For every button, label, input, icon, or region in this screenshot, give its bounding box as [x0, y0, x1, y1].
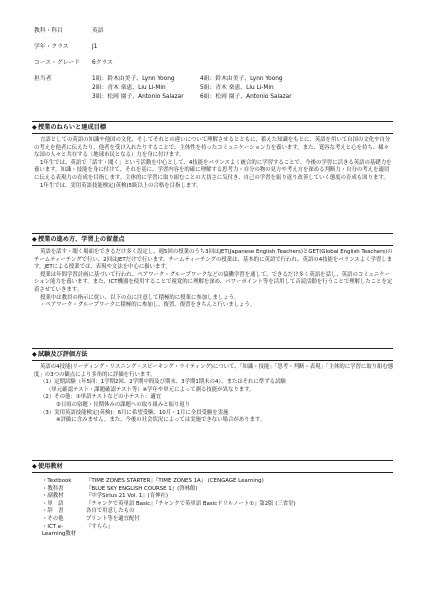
diamond-bullet-icon: ◆ [32, 236, 37, 243]
goals-paragraph: 1年生では、実用英語技能検定(英検)5級以上の合格を目指します。 [40, 182, 202, 189]
material-row [34, 493, 394, 501]
evaluation-heading [32, 348, 393, 361]
method-heading [32, 233, 393, 246]
teacher-row [34, 75, 404, 101]
material-key: ・辞 書 [42, 508, 64, 515]
material-key: ・単 語 [42, 500, 64, 507]
materials-heading-text: 使用教材 [38, 463, 63, 470]
method-heading-text: 授業の進め方、学習上の留意点 [38, 236, 125, 243]
teacher-entry: 6組：松岡 園子、Antonio Salazar [200, 94, 292, 100]
course-value: 6クラス [92, 60, 113, 66]
evaluation-item: （3）実用英語技能検定(英検)：6月に希望受験、10月・1月に全員受験を実施 [40, 409, 229, 416]
material-value: 各自で用意したもの [86, 508, 135, 515]
diamond-bullet-icon: ◆ [32, 463, 37, 470]
evaluation-item: （単元確認テスト・課題確認テスト等）※学年や単元によって測る技能が異なります。 [46, 386, 255, 393]
method-body [34, 249, 394, 310]
material-value: 『中学Sirius 21 Vol. 1』(育伸社) [86, 493, 169, 500]
course-meta [34, 27, 404, 109]
teacher-label: 担当者 [34, 76, 52, 82]
teacher-entry: 1組：鈴木由美子、Lynn Yoong [92, 76, 175, 82]
goals-body [34, 137, 394, 190]
evaluation-heading-text: 試験及び評価方法 [38, 351, 88, 358]
material-key: ・その他 [42, 515, 64, 522]
evaluation-intro: 英語の4技能(リーディング・リスニング・スピーキング・ライティング)について、「知識・技能」「思考・判断・表現」「主体的に学習に取り組む態度」の3つの観点により多角的に評価を行います。 [34, 364, 394, 378]
material-row [34, 516, 394, 524]
teacher-entry: 4組：鈴木由美子、Lynn Yoong [200, 76, 283, 82]
material-key: ・Textbook [42, 478, 72, 484]
diamond-bullet-icon: ◆ [32, 351, 37, 358]
subject-label: 教科・科目 [34, 28, 63, 34]
evaluation-item: （2）その他：①単語テストなどの小テスト：適宜 [40, 394, 162, 401]
evaluation-item: ②日頃の宿題・長期休みの課題への取り組みと振り返り [56, 401, 191, 408]
subject-value: 英語 [92, 28, 104, 34]
goals-heading-text: 授業のねらいと達成目標 [38, 124, 107, 131]
evaluation-item: ※評価に含みません。また、今後の社会状況によっては実施できない場合があります。 [56, 417, 266, 424]
teacher-list [92, 75, 404, 101]
goals-paragraph: 言語としての英語の知識や他国の文化、そしてそれとの違いについて理解させるとともに、蓄えた知識をもとに、英語を用いて自国の文化や自分の考えを他者に伝えたり、他者を受け入れたりすることで、主体性を持ったコミュニケーション力を養います。また、寛容な考えと心を持ち、様々な国の人々と共存する（地球市民となる）力を身に付けます。 [34, 137, 391, 159]
materials-body [34, 478, 394, 539]
material-row [34, 478, 394, 486]
grade-label: 学年・クラス [34, 44, 69, 50]
method-paragraph: 授業は年間学習計画に基づいて行われ、ペアワーク・グループワークなどの協働学習を通して、できるだけ多く英語を話し、英語のコミュニケーション能力を養います。また、ICT機器を使用することで視覚的に理解を深め、パワーポイント等を活用して音読活動を行うことで理解したことを定着させていきます。 [34, 271, 393, 293]
method-paragraph: 英語を話す・聞く場面をできるだけ多く設定し、週5回の授業のうち3回はJET(Japanese English Teachers)とGET(Global English Teachers)のチームティーチングで行い、2回はJETだけで行います。チームティーチングの授業は、基本的に英語で行われ、英語の4技能をバランスよく学習します。JETによる授業では、表現や文法を中心に扱います。 [34, 249, 393, 271]
grade-value: J1 [92, 44, 98, 50]
material-row [34, 524, 394, 539]
evaluation-body [34, 364, 394, 425]
teacher-entry: 3組：松岡 園子、Antonio Salazar [92, 94, 184, 100]
goals-paragraph: 1年生では、英語で「話す・聞く」という活動を中心として、4技能をバランスよく統合的に学習することで、今後の学習に活きる英語の基礎力を養います。知識・技能を身に付けて、それを基に、学習内容を的確に理解する思考力・自分の物の見方や考え方を深める判断力・自分の考えを適切に伝える表現力の育成を目指します。主体的に学習に取り組むことの大切さに気付き、自己の学習を振り返り改善していく態度の育成も図ります。 [34, 159, 392, 181]
teacher-entry: 2組：青木 楽恵、Liu Li-Min [92, 85, 166, 91]
course-row [34, 59, 404, 67]
material-key: ・ICT e-Learning教材 [42, 523, 77, 538]
course-label: コース・グレード [34, 60, 81, 66]
material-value: 『TIME ZONES STARTER』『TIME ZONES 1A』 (CENGAGE Learning) [86, 478, 264, 484]
evaluation-item: （1）定期試験（年5回：1学期2回、2学期中間及び期末、3学期1期末の4）、またはそれに準ずる試験 [40, 379, 286, 386]
subject-row [34, 27, 404, 35]
material-key: ・教科書 [42, 485, 64, 492]
grade-row [34, 43, 404, 51]
material-value: 『チャンクで英単語 Basic』『チャンクで英単語 Basicドリルノート①』第2版 (三省堂) [86, 500, 296, 507]
goals-heading [32, 121, 393, 134]
materials-heading [32, 460, 393, 473]
material-value: プリント等を適宜配付 [86, 515, 140, 522]
material-row [34, 508, 394, 516]
material-value: 『BLUE SKY ENGLISH COURSE 1』(啓林館) [86, 485, 198, 492]
method-paragraph: 授業中は教員の指示に従い、以下の点に注意して積極的に授業に参加しましょう。 [40, 294, 240, 301]
method-paragraph: ・ペアワーク・グループワークに積極的に参加し、復習、復習をきちんと行いましょう。 [40, 302, 256, 309]
material-value: 『すらら』 [86, 523, 113, 530]
teacher-entry: 5組：青木 楽恵、Liu Li-Min [200, 85, 274, 91]
diamond-bullet-icon: ◆ [32, 124, 37, 131]
material-key: ・副教材 [42, 493, 64, 500]
